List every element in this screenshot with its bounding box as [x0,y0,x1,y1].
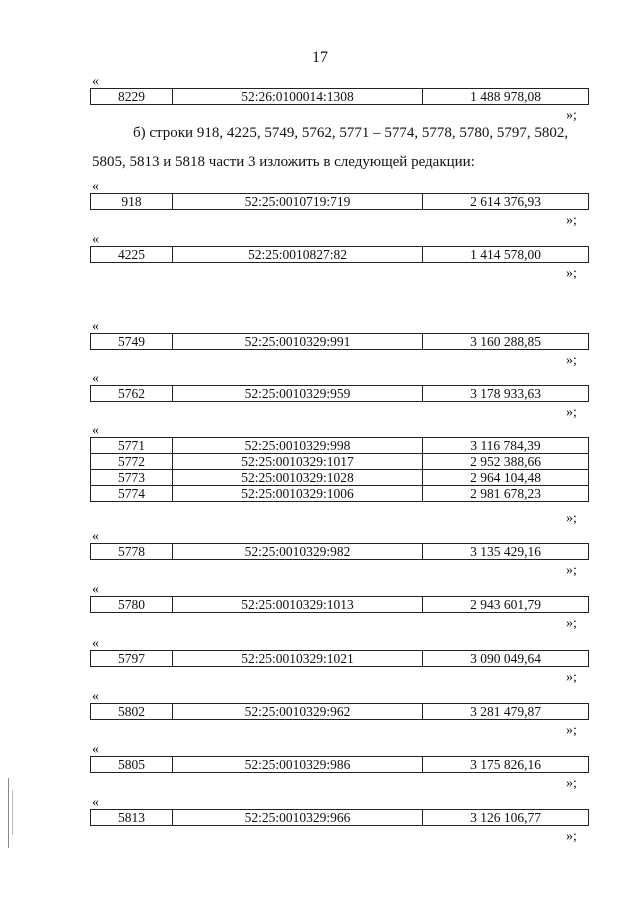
table-row [91,334,589,350]
opening-quote: « [92,232,99,247]
cadastral-value-cell: 3 116 784,39 [423,438,589,454]
cadastral-number-cell: 52:25:0010329:991 [173,334,423,350]
table-row [91,247,589,263]
cadastral-value-cell: 1 488 978,08 [423,89,589,105]
table-row [91,704,589,720]
amendment-table-5805 [90,756,589,773]
closing-quote: »; [566,616,577,631]
opening-quote: « [92,742,99,757]
amendment-table-4225 [90,246,589,263]
cadastral-number-cell: 52:25:0010329:959 [173,386,423,402]
closing-quote: »; [566,563,577,578]
cadastral-number-cell: 52:25:0010329:1013 [173,597,423,613]
row-number-cell: 5813 [91,810,173,826]
table-row [91,544,589,560]
row-number-cell: 5805 [91,757,173,773]
cadastral-value-cell: 2 952 388,66 [423,454,589,470]
cadastral-number-cell: 52:25:0010329:1028 [173,470,423,486]
opening-quote: « [92,371,99,386]
table-row [91,651,589,667]
cadastral-number-cell: 52:25:0010329:966 [173,810,423,826]
opening-quote: « [92,319,99,334]
table-row [91,470,589,486]
cadastral-number-cell: 52:25:0010329:962 [173,704,423,720]
cadastral-number-cell: 52:25:0010329:986 [173,757,423,773]
amendment-table-5802 [90,703,589,720]
row-number-cell: 5802 [91,704,173,720]
table-row [91,810,589,826]
row-number-cell: 5773 [91,470,173,486]
opening-quote: « [92,689,99,704]
cadastral-value-cell: 2 614 376,93 [423,194,589,210]
cadastral-number-cell: 52:25:0010329:982 [173,544,423,560]
row-number-cell: 5797 [91,651,173,667]
amendment-table-5749 [90,333,589,350]
opening-quote: « [92,795,99,810]
cadastral-value-cell: 1 414 578,00 [423,247,589,263]
closing-quote: »; [566,829,577,844]
cadastral-number-cell: 52:26:0100014:1308 [173,89,423,105]
cadastral-value-cell: 2 981 678,23 [423,486,589,502]
row-number-cell: 5762 [91,386,173,402]
cadastral-number-cell: 52:25:0010329:1017 [173,454,423,470]
opening-quote: « [92,582,99,597]
amendment-table-8229 [90,88,589,105]
row-number-cell: 5772 [91,454,173,470]
row-number-cell: 918 [91,194,173,210]
cadastral-number-cell: 52:25:0010329:1021 [173,651,423,667]
opening-quote: « [92,423,99,438]
table-row [91,438,589,454]
closing-quote: »; [566,213,577,228]
amendment-table-5778 [90,543,589,560]
cadastral-value-cell: 3 135 429,16 [423,544,589,560]
cadastral-number-cell: 52:25:0010827:82 [173,247,423,263]
opening-quote: « [92,179,99,194]
cadastral-number-cell: 52:25:0010329:1006 [173,486,423,502]
closing-quote: »; [566,266,577,281]
table-row [91,454,589,470]
row-number-cell: 5749 [91,334,173,350]
cadastral-number-cell: 52:25:0010329:998 [173,438,423,454]
opening-quote: « [92,529,99,544]
amendment-paragraph-line-1: б) строки 918, 4225, 5749, 5762, 5771 – 5774, 5778, 5780, 5797, 5802, [133,125,569,141]
cadastral-value-cell: 3 281 479,87 [423,704,589,720]
table-row [91,89,589,105]
opening-quote: « [92,636,99,651]
closing-quote: »; [566,405,577,420]
opening-quote: « [92,74,99,89]
cadastral-value-cell: 3 175 826,16 [423,757,589,773]
table-row [91,597,589,613]
scan-artifact [12,790,13,835]
cadastral-value-cell: 3 126 106,77 [423,810,589,826]
amendment-paragraph-line-2: 5805, 5813 и 5818 части 3 изложить в следующей редакции: [92,154,475,170]
closing-quote: »; [566,353,577,368]
cadastral-number-cell: 52:25:0010719:719 [173,194,423,210]
row-number-cell: 5780 [91,597,173,613]
cadastral-value-cell: 3 090 049,64 [423,651,589,667]
page-number: 17 [312,49,328,66]
amendment-table-5762 [90,385,589,402]
table-row [91,757,589,773]
amendment-table-5813 [90,809,589,826]
amendment-table-5797 [90,650,589,667]
row-number-cell: 4225 [91,247,173,263]
cadastral-value-cell: 2 964 104,48 [423,470,589,486]
table-row [91,386,589,402]
row-number-cell: 8229 [91,89,173,105]
scan-artifact [8,778,9,848]
closing-quote: »; [566,723,577,738]
cadastral-value-cell: 3 160 288,85 [423,334,589,350]
table-row [91,194,589,210]
row-number-cell: 5771 [91,438,173,454]
closing-quote: »; [566,670,577,685]
cadastral-value-cell: 2 943 601,79 [423,597,589,613]
closing-quote: »; [566,511,577,526]
amendment-table-5780 [90,596,589,613]
amendment-table-5771-5774 [90,437,589,502]
table-row [91,486,589,502]
row-number-cell: 5778 [91,544,173,560]
closing-quote: »; [566,776,577,791]
row-number-cell: 5774 [91,486,173,502]
amendment-table-918 [90,193,589,210]
closing-quote: »; [566,108,577,123]
cadastral-value-cell: 3 178 933,63 [423,386,589,402]
